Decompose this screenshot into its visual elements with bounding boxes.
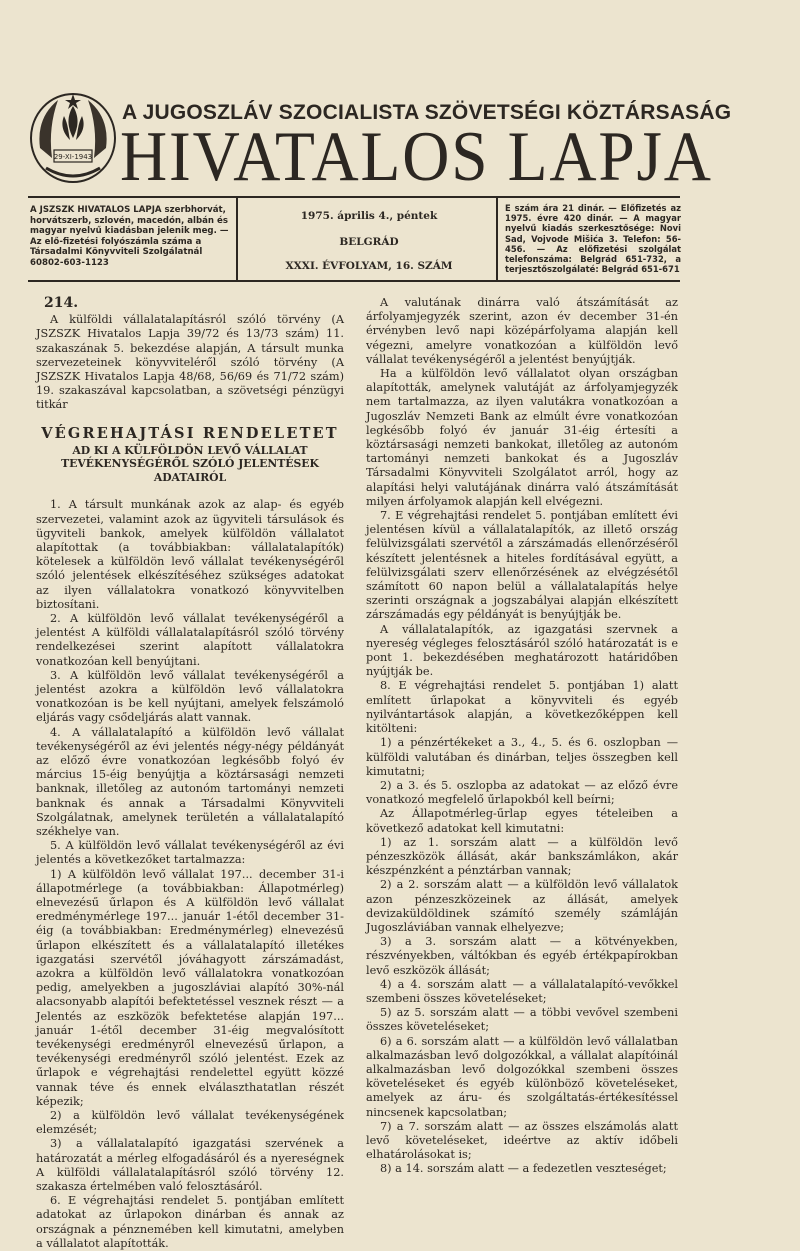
right-paragraph-7: 2) a 3. és 5. oszlopba az adatokat — az előző évre vonatkozó megfelelő űrlapokból kell beírni; bbox=[366, 778, 678, 807]
paragraph-5: 5. A külföldön levő vállalat tevékenységéről az évi jelentés a következőket tartalmazza: bbox=[36, 839, 344, 867]
paragraph-5-1: 1) A külföldön levő vállalat 197... december 31-i állapotmérlege (a továbbiakban: Állapotmérleg) elnevezésű űrlapon és A külföldön levő vállalat eredménymérlege 197... január 1-étől december 31-éig (a továbbiakban: Eredménymérleg) elnevezésű űrlapon elkészített és a vállalatalapító illetékes igazgatási szervétől jóváhagyott zárszámadást, azokra a külföldön levő vállalatokra vonatkozóan pedig, amelyekben a jugoszláviai alapító 30%-nál alacsonyabb alapítói befektetéssel vesznek részt — a Jelentés az eszközök befektetése alapján 197... január 1-étől december 31-éig megvalósított tevékenységi eredményről elnevezésű űrlapon, a tevékenységi eredményről szóló jelentést. Ezek az űrlapok e végrehajtási rendelettel együtt közzé vannak téve és ennek elválaszthatatlan részét képezik; bbox=[36, 867, 344, 1108]
right-paragraph-11: 3) a 3. sorszám alatt — a kötvényekben, részvényekben, váltókban és egyéb értékpapírokban levő eszközök állását; bbox=[366, 935, 678, 977]
state-emblem-icon bbox=[28, 88, 118, 188]
issue-date: 1975. április 4., péntek bbox=[300, 210, 438, 222]
masthead-rule-top bbox=[28, 196, 680, 198]
right-paragraph-4: A vállalatalapítók, az igazgatási szervnek a nyereség végleges felosztásáról szóló határozatát is e pont 1. bekezdésében meghatározott határidőben nyújtják be. bbox=[366, 622, 678, 679]
info-divider-left bbox=[236, 198, 238, 280]
right-paragraph-3: 7. E végrehajtási rendelet 5. pontjában említett évi jelentésen kívül a vállalatalapítók, az illető ország felülvizsgálati szervétől a zárszámadás ellenőrzéséről készített jelentésnek a hiteles fordításával együtt, a felülvizsgálati szerv ellenőrzésének az elvégzésétől számított 60 napon belül a vállalatalapítás helye szerinti országnak a jogszabályai alapján elkészített zárszámadás egy példányát is benyújtják be. bbox=[366, 509, 678, 622]
paragraph-2: 2. A külföldön levő vállalat tevékenységéről a jelentést A külföldi vállalatalapításról szóló törvény rendelkezései szerint alapított vállalatokra vonatkozóan kell benyújtani. bbox=[36, 611, 344, 668]
paragraph-5-3: 3) a vállalatalapító igazgatási szervének a határozatát a mérleg elfogadásáról és a nyereségnek A külföldi vállalatalapításról szóló törvény 12. szakasza értelmében való felosztásáról. bbox=[36, 1137, 344, 1194]
decree-title: VÉGREHAJTÁSI RENDELETET bbox=[41, 424, 339, 442]
paragraph-3: 3. A külföldön levő vállalat tevékenységéről a jelentést azokra a külföldön levő vállalatokra vonatkozóan is be kell nyújtani, amelyek felszámoló eljárás vagy csődeljárás alatt vannak. bbox=[36, 668, 344, 725]
masthead-rule-bottom bbox=[28, 280, 680, 282]
right-column bbox=[366, 296, 678, 1177]
masthead-title: HIVATALOS LAPJA bbox=[120, 118, 713, 196]
left-column bbox=[36, 296, 344, 1251]
publication-info: A JSZSZK HIVATALOS LAPJA szerbhorvát, horvátszerb, szlovén, macedón, albán és magyar nyelvű kiadásban jelenik meg. — Az elő-fizetési folyószámla száma a Társadalmi Könyvviteli Szolgálatnál 60802-603-1123 bbox=[30, 205, 229, 268]
right-paragraph-5: 8. E végrehajtási rendelet 5. pontjában 1) alatt említett űrlapokat a könyvviteli és egyéb nyilvántartások alapján, a következőképpen kell kitölteni: bbox=[366, 679, 678, 736]
subscription-info: E szám ára 21 dinár. — Előfizetés az 1975. évre 420 dinár. — A magyar nyelvű kiadás szerkesztősége: Novi Sad, Vojvode Mišića 3. Telefon: 56-456. — Az előfizetési szolgálat telefonszáma: Belgrád 651-732, a terjesztőszolgálaté: Belgrád 651-671 bbox=[505, 203, 681, 275]
country-name: A JUGOSZLÁV SZOCIALISTA SZÖVETSÉGI KÖZTÁRSASÁG bbox=[122, 101, 732, 124]
paragraph-1: 1. A társult munkának azok az alap- és egyéb szervezetei, valamint azok az ügyviteli társulások és ügyviteli bankok, amelyek külföldön vállalatot alapítottak (a továbbiakban: vállalatalapítók) kötelesek a külföldön levő vállalat tevékenységéről szóló jelentések elkészítéséhez szükséges adatokat az ilyen vállalatokra vonatkozó könyvvitelben biztosítani. bbox=[36, 498, 344, 611]
issue-volume: XXXI. ÉVFOLYAM, 16. SZÁM bbox=[285, 260, 453, 272]
right-paragraph-8: Az Állapotmérleg-űrlap egyes tételeiben a következő adatokat kell kimutatni: bbox=[366, 807, 678, 835]
right-paragraph-2: Ha a külföldön levő vállalatot olyan országban alapították, amelynek valutáját az árfolyamjegyzék nem tartalmazza, az ilyen valutákra vonatkozóan a Jugoszláv Nemzeti Bank az elmúlt évre vonatkozóan legkésőbb folyó év január 31-éig értesíti a köztársasági nemzeti bankokat, illetőleg az autonóm tartományi nemzeti bankokat és a Jugoszláv Társadalmi Könyvviteli Szolgálatot arról, hogy az alapítási helyi valutájának dinárra való átszámítását milyen árfolyamok alapján kell elvégezni. bbox=[366, 367, 678, 508]
right-paragraph-12: 4) a 4. sorszám alatt — a vállalatalapító-vevőkkel szembeni összes követeléseket; bbox=[366, 977, 678, 1005]
paragraph-6: 6. E végrehajtási rendelet 5. pontjában említett adatokat az űrlapokon dinárban és annak az országnak a pénznemében kell kimutatni, amelyben a vállalatot alapították. bbox=[36, 1194, 344, 1250]
emblem-date: 29-XI-1943 bbox=[53, 153, 93, 161]
right-paragraph-14: 6) a 6. sorszám alatt — a külföldön levő vállalatban alkalmazásban levő dolgozókkal, a vállalat alapítóinál alkalmazásban levő dolgozókkal szembeni összes követeléseket és egyéb különböző követeléseket, amelyek az áru- és szolgáltatás-értékesítéssel nincsenek kapcsolatban; bbox=[366, 1034, 678, 1119]
issue-place: BELGRÁD bbox=[339, 236, 399, 248]
paragraph-4: 4. A vállalatalapító a külföldön levő vállalat tevékenységéről az évi jelentés négy-négy példányát az előző évre vonatkozóan legkésőbb folyó év március 15-éig benyújtja a köztársasági nemzeti banknak, illetőleg az autonóm tartományi nemzeti banknak és annak a Társadalmi Könyvviteli Szolgálatnak, amelynek területén a vállalatalapító székhelye van. bbox=[36, 725, 344, 838]
decree-subtitle: AD KI A KÜLFÖLDÖN LEVŐ VÁLLALAT TEVÉKENYSÉGÉRŐL SZÓLÓ JELENTÉSEK ADATAIRÓL bbox=[61, 443, 319, 484]
intro-paragraph: A külföldi vállalatalapításról szóló törvény (A JSZSZK Hivatalos Lapja 39/72 és 13/73 szám) 11. szakaszának 5. bekezdése alapján, A társult munka szervezeteinek könyvviteléről szóló törvény (A JSZSZK Hivatalos Lapja 48/68, 56/69 és 71/72 szám) 19. szakaszával kapcsolatban, a szövetségi pénzügyi titkár bbox=[36, 313, 344, 412]
right-paragraph-6: 1) a pénzértékeket a 3., 4., 5. és 6. oszlopban — külföldi valutában és dinárban, teljes összegben kell kimutatni; bbox=[366, 736, 678, 778]
right-paragraph-15: 7) a 7. sorszám alatt — az összes elszámolás alatt levő követeléseket, ideértve az aktív időbeli elhatárolásokat is; bbox=[366, 1119, 678, 1162]
info-divider-right bbox=[496, 198, 498, 280]
item-number: 214. bbox=[44, 295, 79, 311]
right-paragraph-10: 2) a 2. sorszám alatt — a külföldön levő vállalatok azon pénzeszközeinek az állását, amelyek devizaküldöldinek számító személy számláján Jugoszláviában vannak elhelyezve; bbox=[366, 878, 678, 934]
paragraph-5-2: 2) a külföldön levő vállalat tevékenységének elemzését; bbox=[36, 1109, 344, 1137]
right-paragraph-9: 1) az 1. sorszám alatt — a külföldön levő pénzeszközök állását, akár bankszámlákon, akár készpénzként a pénztárban vannak; bbox=[366, 835, 678, 878]
right-paragraph-1: A valutának dinárra való átszámítását az árfolyamjegyzék szerint, azon év december 31-én érvényben levő napi középárfolyama alapján kell végezni, amelyre vonatkozóan a külföldön levő vállalat tevékenységéről a jelentést benyújtják. bbox=[366, 296, 678, 366]
right-paragraph-16: 8) a 14. sorszám alatt — a fedezetlen veszteséget; bbox=[380, 1162, 667, 1176]
right-paragraph-13: 5) az 5. sorszám alatt — a többi vevővel szembeni összes követeléseket; bbox=[366, 1006, 678, 1034]
